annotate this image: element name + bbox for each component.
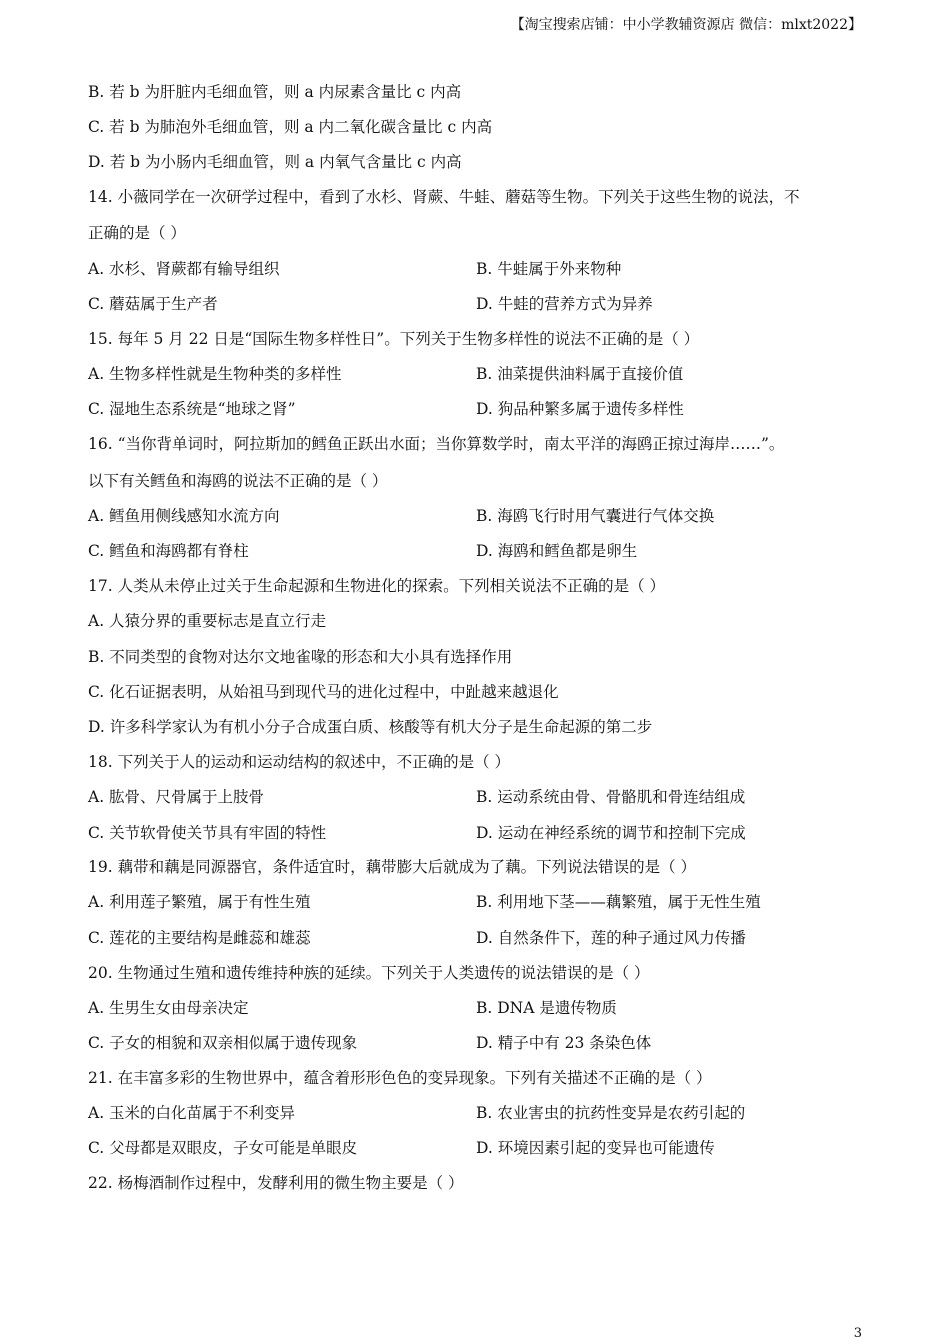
q20-option-b: B. DNA 是遗传物质 [476, 999, 617, 1017]
q19-option-c: C. 莲花的主要结构是雌蕊和雄蕊 [88, 929, 311, 947]
q16-option-b: B. 海鸥飞行时用气囊进行气体交换 [476, 507, 715, 525]
q16-stem-line1: 16. “当你背单词时，阿拉斯加的鳕鱼正跃出水面；当你算数学时，南太平洋的海鸥正掠过海岸……”。 [88, 435, 785, 453]
q18-option-a: A. 肱骨、尺骨属于上肢骨 [88, 788, 265, 806]
q21-option-c: C. 父母都是双眼皮，子女可能是单眼皮 [88, 1139, 358, 1157]
q20-option-a: A. 生男生女由母亲决定 [88, 999, 249, 1017]
q17-option-c: C. 化石证据表明，从始祖马到现代马的进化过程中，中趾越来越退化 [88, 683, 559, 701]
q14-option-c: C. 蘑菇属于生产者 [88, 295, 218, 313]
prev-option-d: D. 若 b 为小肠内毛细血管，则 a 内氧气含量比 c 内高 [88, 153, 462, 171]
q21-stem: 21. 在丰富多彩的生物世界中，蕴含着形形色色的变异现象。下列有关描述不正确的是（ ） [88, 1069, 712, 1087]
q14-option-d: D. 牛蛙的营养方式为异养 [476, 295, 653, 313]
q19-option-b: B. 利用地下茎——藕繁殖，属于无性生殖 [476, 893, 761, 911]
q21-option-b: B. 农业害虫的抗药性变异是农药引起的 [476, 1104, 746, 1122]
prev-option-b: B. 若 b 为肝脏内毛细血管，则 a 内尿素含量比 c 内高 [88, 83, 462, 101]
q21-option-a: A. 玉米的白化苗属于不利变异 [88, 1104, 296, 1122]
prev-option-c: C. 若 b 为肺泡外毛细血管，则 a 内二氧化碳含量比 c 内高 [88, 118, 493, 136]
q17-option-d: D. 许多科学家认为有机小分子合成蛋白质、核酸等有机大分子是生命起源的第二步 [88, 718, 653, 736]
q14-stem-line2: 正确的是（ ） [88, 224, 186, 242]
q19-stem: 19. 藕带和藕是同源器官，条件适宜时，藕带膨大后就成为了藕。下列说法错误的是（ ） [88, 858, 697, 876]
q18-option-d: D. 运动在神经系统的调节和控制下完成 [476, 824, 746, 842]
q18-option-b: B. 运动系统由骨、骨骼肌和骨连结组成 [476, 788, 746, 806]
q19-option-a: A. 利用莲子繁殖，属于有性生殖 [88, 893, 311, 911]
q21-option-d: D. 环境因素引起的变异也可能遗传 [476, 1139, 715, 1157]
q15-option-d: D. 狗品种繁多属于遗传多样性 [476, 400, 684, 418]
q16-option-a: A. 鳕鱼用侧线感知水流方向 [88, 507, 280, 525]
q17-option-b: B. 不同类型的食物对达尔文地雀喙的形态和大小具有选择作用 [88, 648, 513, 666]
shop-header: 【淘宝搜索店铺：中小学教辅资源店 微信：mlxt2022】 [510, 17, 862, 33]
q16-option-d: D. 海鸥和鳕鱼都是卵生 [476, 542, 638, 560]
q14-option-b: B. 牛蛙属于外来物种 [476, 260, 622, 278]
q17-stem: 17. 人类从未停止过关于生命起源和生物进化的探索。下列相关说法不正确的是（ ） [88, 577, 666, 595]
q22-stem: 22. 杨梅酒制作过程中，发酵利用的微生物主要是（ ） [88, 1174, 464, 1192]
q19-option-d: D. 自然条件下，莲的种子通过风力传播 [476, 929, 746, 947]
q20-option-c: C. 子女的相貌和双亲相似属于遗传现象 [88, 1034, 358, 1052]
q17-option-a: A. 人猿分界的重要标志是直立行走 [88, 612, 327, 630]
q16-stem-line2: 以下有关鳕鱼和海鸥的说法不正确的是（ ） [88, 472, 388, 490]
page-number: 3 [853, 1326, 862, 1341]
q15-option-c: C. 湿地生态系统是“地球之肾” [88, 400, 296, 418]
q20-stem: 20. 生物通过生殖和遗传维持种族的延续。下列关于人类遗传的说法错误的是（ ） [88, 964, 650, 982]
q18-stem: 18. 下列关于人的运动和运动结构的叙述中，不正确的是（ ） [88, 753, 511, 771]
q20-option-d: D. 精子中有 23 条染色体 [476, 1034, 652, 1052]
q14-stem-line1: 14. 小薇同学在一次研学过程中，看到了水杉、肾蕨、牛蛙、蘑菇等生物。下列关于这些生物的说法，不 [88, 188, 800, 206]
q16-option-c: C. 鳕鱼和海鸥都有脊柱 [88, 542, 249, 560]
q15-stem: 15. 每年 5 月 22 日是“国际生物多样性日”。下列关于生物多样性的说法不正确的是（ ） [88, 330, 700, 348]
q18-option-c: C. 关节软骨使关节具有牢固的特性 [88, 824, 327, 842]
q15-option-b: B. 油菜提供油料属于直接价值 [476, 365, 684, 383]
q14-option-a: A. 水杉、肾蕨都有输导组织 [88, 260, 280, 278]
q15-option-a: A. 生物多样性就是生物种类的多样性 [88, 365, 342, 383]
